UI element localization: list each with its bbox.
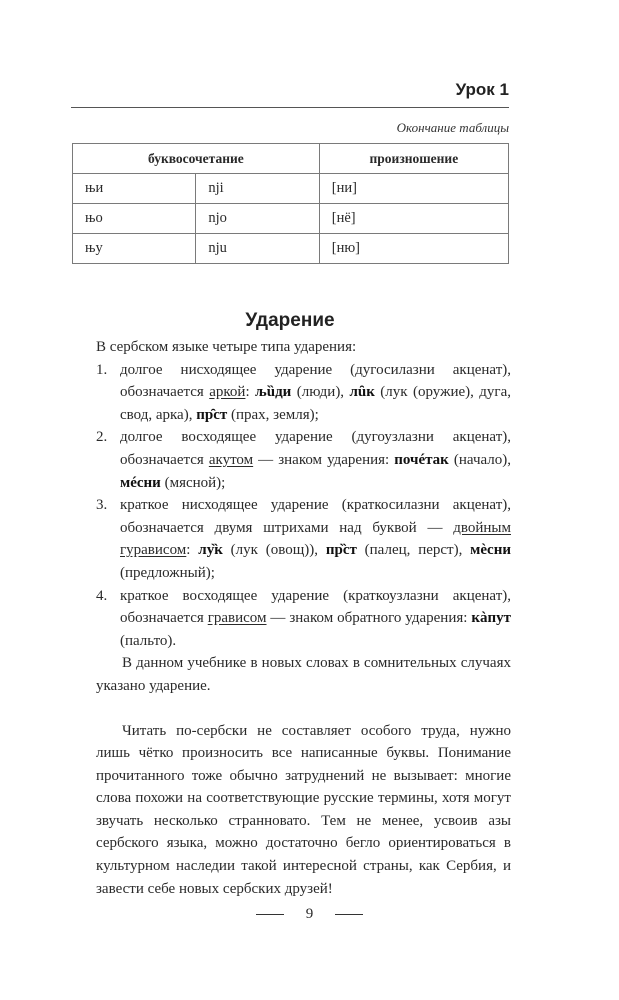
page-number: 9 — [305, 906, 314, 922]
table-caption: Окончание таблицы — [396, 120, 509, 135]
cell-pronunciation: [нё] — [319, 204, 508, 234]
table-row — [73, 174, 509, 204]
example-gloss: (палец, перст), — [356, 542, 471, 559]
item-text: : — [186, 542, 199, 559]
item-text: долгое нисходящее ударение (дугосилазни акценат), обозначается — [120, 361, 511, 401]
page-footer — [0, 906, 619, 923]
example-word: пр̑ст — [196, 406, 228, 423]
footer-dash-right — [335, 914, 363, 915]
list-item — [96, 494, 511, 584]
paragraph-gap — [96, 698, 511, 720]
cell-cyrillic: њу — [73, 234, 196, 264]
item-number: 4. — [96, 587, 108, 604]
example-word: љȕди — [255, 384, 292, 401]
item-text: — знаком ударения: — [253, 451, 395, 468]
list-item — [96, 426, 511, 494]
accent-types-list — [96, 359, 511, 653]
intro-text: В сербском языке четыре типа ударения: — [96, 339, 357, 355]
term-underlined: акутом — [208, 451, 254, 468]
term-underlined: двойным гурависом — [120, 519, 511, 559]
cell-cyrillic: њи — [73, 174, 196, 204]
table-header-row — [73, 144, 509, 174]
example-gloss: (пальто). — [120, 632, 177, 649]
example-gloss: (лук (овощ)), — [222, 542, 326, 559]
example-gloss: (лук (оружие), дуга, свод, арка), — [120, 384, 511, 423]
example-word: лȗк — [349, 384, 375, 401]
table-row — [73, 234, 509, 264]
column-header-pronunciation: произношение — [319, 144, 508, 174]
example-word: пр̏ст — [325, 542, 357, 559]
example-gloss: (прах, земля); — [227, 406, 319, 423]
letter-combination-table — [72, 143, 509, 264]
reading-paragraph: Читать по-сербски не составляет особого труда, нужно лишь чётко произносить все написанные буквы. Понимание прочитанного тоже обычно затруднений не вызывает: многие слова похожи на соответствующие русские термины, хотя могут звучать несколько странновато. Тем не менее, усвоив азы сербского языка, можно достаточно бегло ориентироваться в культурном наследии такой интересной страны, как Сербия, и завести себе новых сербских друзей! — [96, 722, 511, 897]
item-text: долгое восходящее ударение (дугоузлазни акценат), обозначается — [120, 429, 511, 468]
example-word: почéтак — [394, 451, 449, 468]
example-word: мѐсни — [470, 542, 511, 559]
cell-latin: njo — [196, 204, 319, 234]
cell-cyrillic: њо — [73, 204, 196, 234]
column-header-combination: буквосочетание — [73, 144, 320, 174]
section-body — [96, 336, 511, 900]
list-item — [96, 359, 511, 427]
list-item — [96, 585, 511, 653]
example-gloss: (начало), — [448, 451, 512, 468]
item-number: 1. — [96, 361, 108, 378]
header-rule — [71, 107, 509, 108]
example-gloss: (мясной); — [160, 474, 226, 491]
item-text: : — [245, 384, 256, 401]
term-underlined: грависом — [207, 610, 267, 627]
example-word: лу̏к — [198, 542, 223, 559]
example-word: кàпут — [471, 610, 511, 627]
table-row — [73, 204, 509, 234]
term-underlined: аркой — [209, 384, 246, 401]
cell-pronunciation: [ни] — [319, 174, 508, 204]
running-head: Урок 1 — [455, 80, 509, 99]
cell-latin: nju — [196, 234, 319, 264]
item-text: краткое восходящее ударение (краткоузлазни акценат), обозначается — [120, 587, 511, 627]
item-text: краткое нисходящее ударение (краткосилазни акценат), обозначается двумя штрихами над буквой — — [120, 497, 511, 536]
section-title: Ударение — [245, 310, 335, 331]
item-text: — знаком обратного ударения: — [266, 610, 472, 627]
footer-dash-left — [256, 914, 284, 915]
cell-pronunciation: [ню] — [319, 234, 508, 264]
cell-latin: nji — [196, 174, 319, 204]
item-number: 2. — [96, 429, 108, 446]
example-gloss: (предложный); — [120, 564, 215, 581]
example-word: мéсни — [120, 474, 161, 491]
item-number: 3. — [96, 497, 108, 514]
example-gloss: (люди), — [291, 384, 350, 401]
stress-note: В данном учебнике в новых словах в сомнительных случаях указано ударение. — [96, 655, 511, 694]
